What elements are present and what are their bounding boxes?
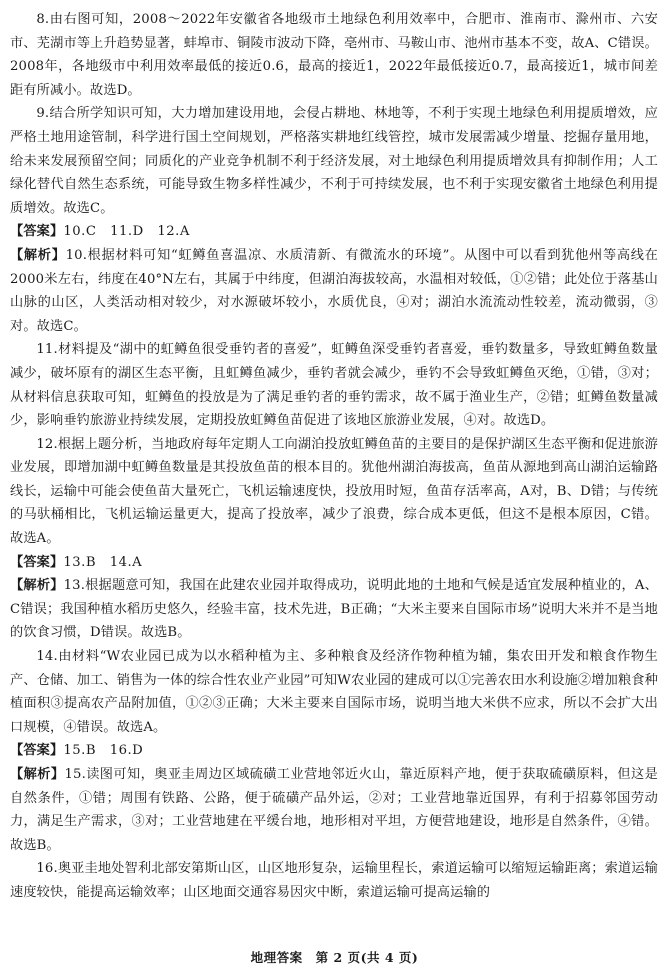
q11-explanation: 11.材料提及“湖中的虹鳟鱼很受垂钓者的喜爱”，虹鳟鱼深受垂钓者喜爱，垂钓数量多，导致虹鳟鱼数量减少，破坏原有的湖区生态平衡，且虹鳟鱼减少，垂钓者就会减少，垂钓不会导致虹鳟鱼灭绝，①错，③对；从材料信息获取可知，虹鳟鱼的投放是为了满足垂钓者的垂钓需求，故不属于渔业生产，②错；虹鳟鱼数量减少，影响垂钓旅游业持续发展，定期投放虹鳟鱼苗促进了该地区旅游业发展，④对。故选D。 bbox=[10, 342, 658, 429]
q15-explanation bbox=[10, 763, 658, 857]
answer-line-10-12 bbox=[10, 220, 658, 244]
q13-text: 13.根据题意可知，我国在此建农业园并取得成功，说明此地的土地和气候是适宜发展种植业的，A、C错误；我国种植水稻历史悠久，经验丰富，技术先进，B正确；“大米主要来自国际市场”说明大米并不是当地的饮食习惯，D错误。故选B。 bbox=[10, 578, 658, 641]
q10-explanation bbox=[10, 244, 658, 338]
analysis-label: 【解析】 bbox=[10, 578, 64, 594]
answer-line-13-14 bbox=[10, 551, 658, 575]
page-footer: 地理答案 第 2 页(共 4 页) bbox=[250, 950, 419, 965]
q13-explanation bbox=[10, 574, 658, 645]
answer-label: 【答案】 bbox=[10, 554, 64, 570]
q10-text: 10.根据材料可知“虹鳟鱼喜温凉、水质清新、有微流水的环境”。从图中可以看到犹他州等高线在2000米左右，纬度在40°N左右，其属于中纬度，但湖泊海拔较高，水温相对较低，①②错；此处位于落基山山脉的山区，人类活动相对较少，对水源破坏较小，水质优良，④对；湖泊水流流动性较差，流动微弱，③对。故选C。 bbox=[10, 247, 658, 334]
answer-line-15-16 bbox=[10, 739, 658, 763]
analysis-label: 【解析】 bbox=[10, 247, 66, 263]
answer-value: 10.C 11.D 12.A bbox=[63, 224, 190, 240]
q14-explanation: 14.由材料“W农业园已成为以水稻种植为主、多种粮食及经济作物种植为辅，集农田开发和粮食作物生产、仓储、加工、销售为一体的综合性农业产业园”可知W农业园的建成可以①完善农田水利设施②增加粮食种植面积③提高农产品附加值，①②③正确；大米主要来自国际市场，说明当地大米供不应求，所以不会扩大出口规模，④错误。故选A。 bbox=[10, 649, 658, 735]
answer-value: 15.B 16.D bbox=[63, 743, 144, 759]
q16-explanation: 16.奥亚圭地处智利北部安第斯山区，山区地形复杂，运输里程长，索道运输可以缩短运输距离；索道运输速度较快，能提高运输效率；山区地面交通容易因灾中断，索道运输可提高运输的 bbox=[10, 861, 658, 900]
analysis-label: 【解析】 bbox=[10, 767, 65, 782]
q15-text: 15.读图可知，奥亚圭周边区域硫磺工业营地邻近火山，靠近原料产地，便于获取硫磺原料，但这是自然条件，①错；周围有铁路、公路，便于硫磺产品外运，②对；工业营地靠近国界，有利于招募邻国劳动力，满足生产需求，③对；工业营地建在平缓台地，地形相对平坦，方便营地建设，地形是自然条件，④错。故选B。 bbox=[10, 767, 658, 853]
q8-explanation: 8.由右图可知，2008～2022年安徽省各地级市土地绿色利用效率中，合肥市、淮南市、滁州市、六安市、芜湖市等上升趋势显著，蚌埠市、铜陵市波动下降，亳州市、马鞍山市、池州市基本不变，故A、C错误。2008年，各地级市中利用效率最低的接近0.6，最高的接近1，2022年最低接近0.7，最高接近1，城市间差距有所减小。故选D。 bbox=[10, 12, 658, 98]
answer-value: 13.B 14.A bbox=[63, 554, 143, 570]
answer-label: 【答案】 bbox=[10, 224, 64, 240]
q9-explanation: 9.结合所学知识可知，大力增加建设用地，会侵占耕地、林地等，不利于实现土地绿色利用提质增效，应严格土地用途管制，科学进行国土空间规划，严格落实耕地红线管控，城市发展需减少增量、挖掘存量用地，给未来发展预留空间；同质化的产业竞争机制不利于经济发展，对土地绿色利用提质增效具有抑制作用；人工绿化替代自然生态系统，可能导致生物多样性减少，不利于可持续发展，也不利于实现安徽省土地绿色利用提质增效。故选C。 bbox=[10, 106, 658, 216]
q12-explanation: 12.根据上题分析，当地政府每年定期人工向湖泊投放虹鳟鱼苗的主要目的是保护湖区生态平衡和促进旅游业发展，即增加湖中虹鳟鱼数量是其投放鱼苗的根本目的。犹他州湖泊海拔高，鱼苗从源地到高山湖泊运输路线长，运输中可能会使鱼苗大量死亡，飞机运输速度快，投放用时短，鱼苗存活率高，A对，B、D错；与传统的马驮桶相比，飞机运输运量更大，提高了投放率，减少了浪费，综合成本更低，但这不是根本原因，C错。故选A。 bbox=[10, 436, 658, 547]
page-content bbox=[10, 8, 658, 905]
answer-label: 【答案】 bbox=[10, 743, 64, 759]
